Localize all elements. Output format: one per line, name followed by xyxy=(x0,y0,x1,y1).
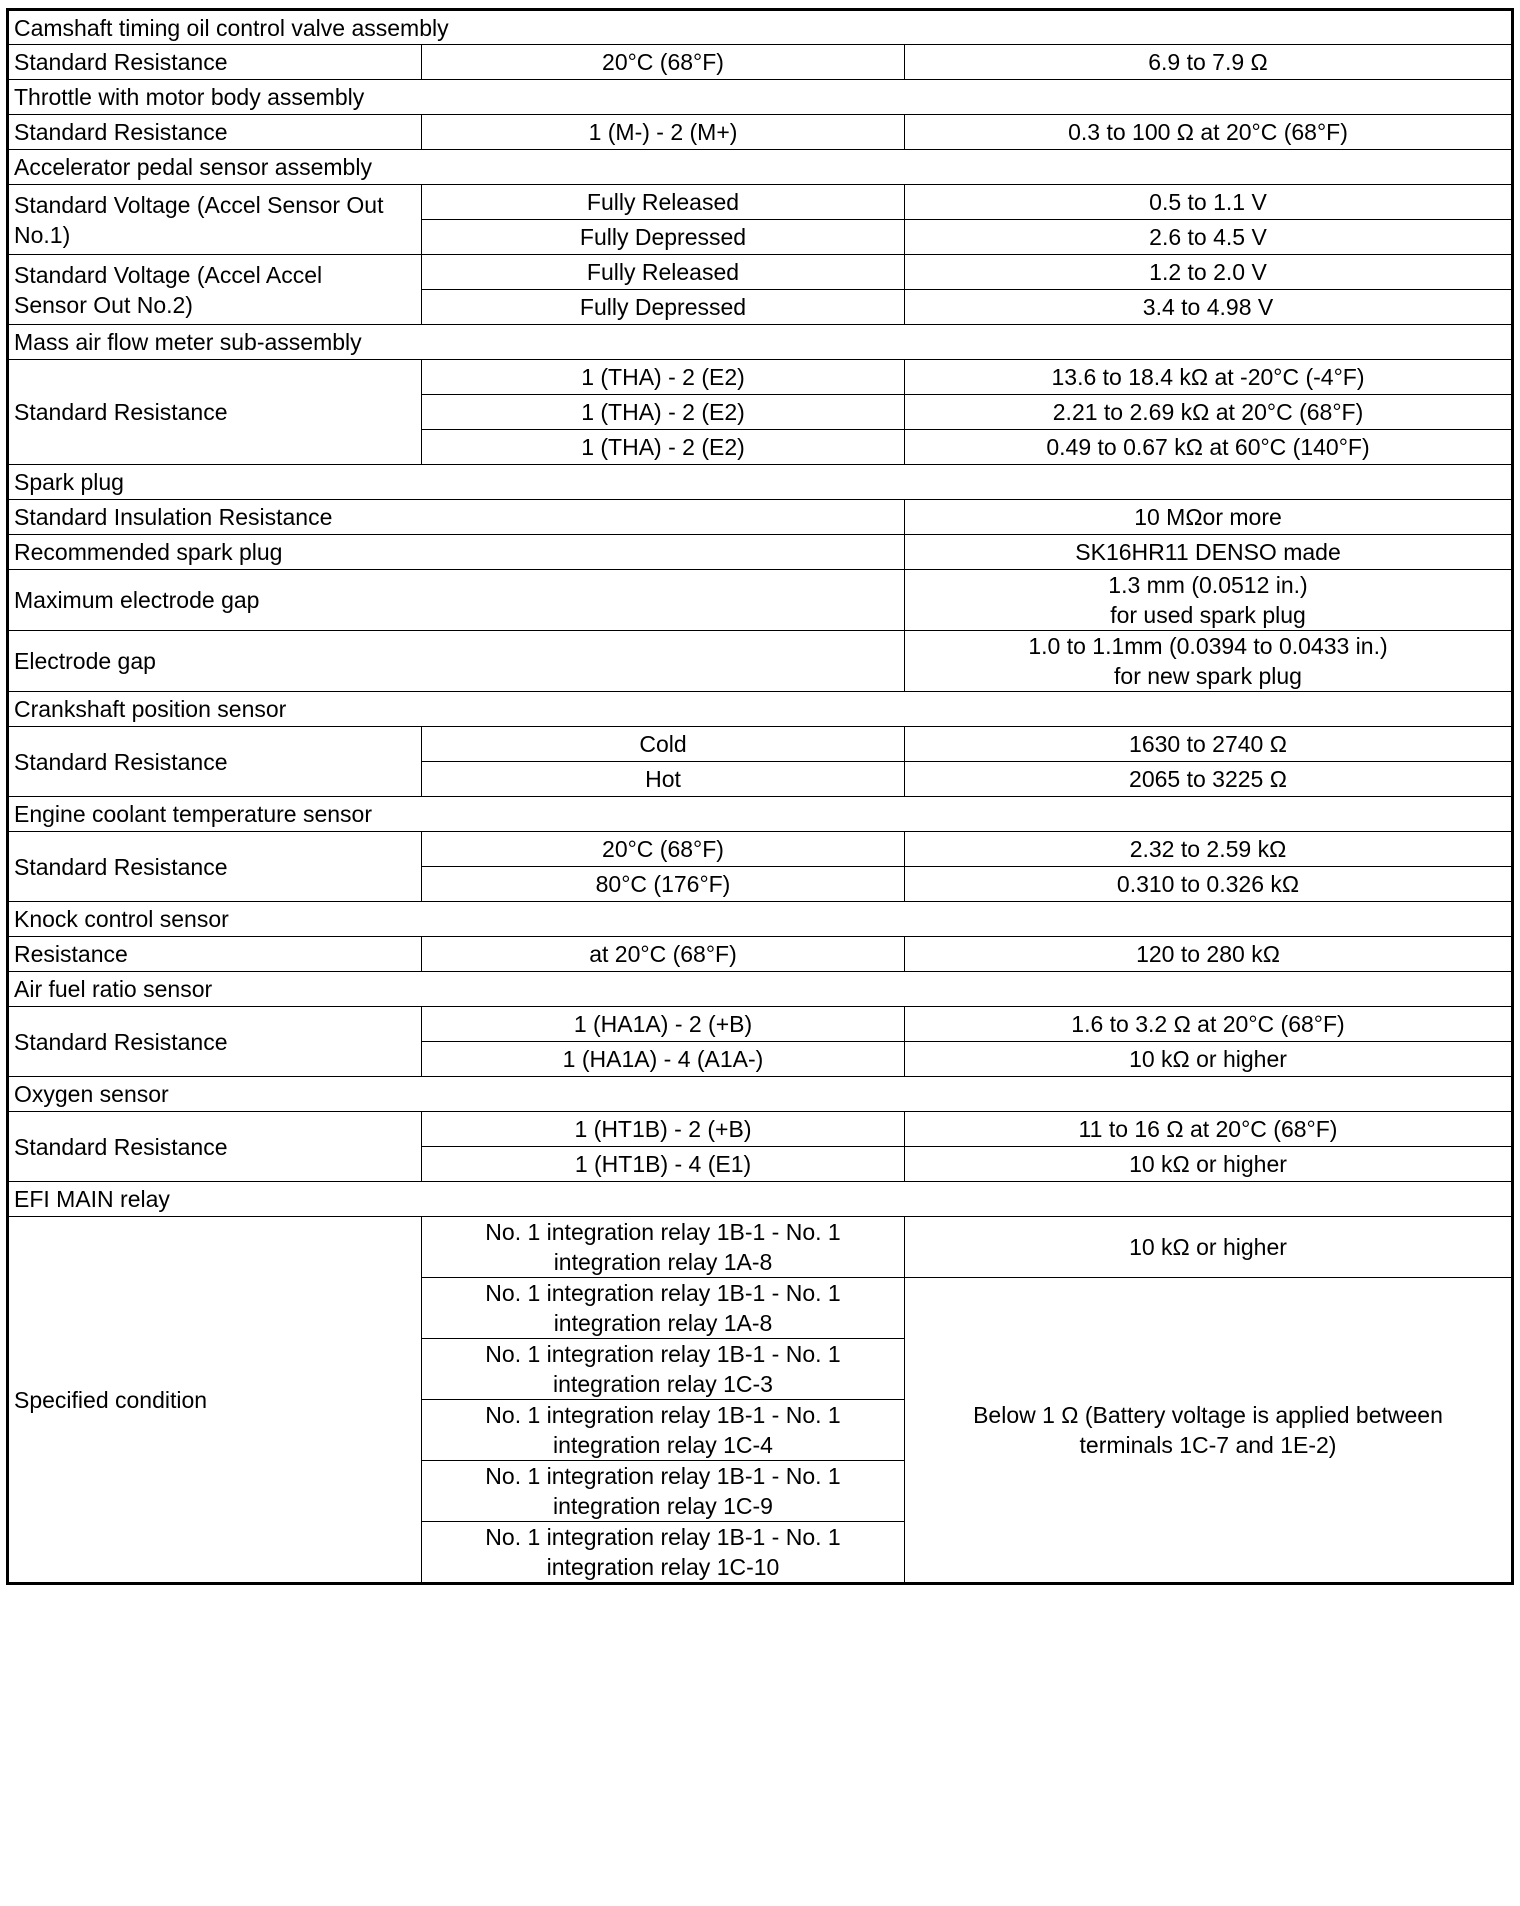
section-title: Air fuel ratio sensor xyxy=(8,972,1513,1007)
row-value: SK16HR11 DENSO made xyxy=(905,535,1513,570)
condition-line: No. 1 integration relay 1B-1 - No. 1 xyxy=(485,1280,841,1306)
section-header-row xyxy=(8,692,1513,727)
row-label: Electrode gap xyxy=(8,631,905,692)
section-title: Camshaft timing oil control valve assembly xyxy=(8,10,1513,45)
value-line: 1.3 mm (0.0512 in.) xyxy=(1108,572,1308,598)
table-row xyxy=(8,1217,1513,1278)
value-line: Below 1 Ω (Battery voltage is applied between xyxy=(973,1402,1443,1428)
condition-line: integration relay 1A-8 xyxy=(553,1310,773,1336)
row-value xyxy=(905,631,1513,692)
condition-line: No. 1 integration relay 1B-1 - No. 1 xyxy=(485,1402,841,1428)
row-condition: Cold xyxy=(422,727,905,762)
section-title: Engine coolant temperature sensor xyxy=(8,797,1513,832)
condition-line: integration relay 1C-9 xyxy=(553,1493,773,1519)
row-condition: 20°C (68°F) xyxy=(422,832,905,867)
row-label: Maximum electrode gap xyxy=(8,570,905,631)
row-condition xyxy=(422,1461,905,1522)
value-line: for new spark plug xyxy=(1114,663,1302,689)
section-title: EFI MAIN relay xyxy=(8,1182,1513,1217)
row-label: Specified condition xyxy=(8,1217,422,1584)
row-label: Standard Insulation Resistance xyxy=(8,500,905,535)
row-value: 10 kΩ or higher xyxy=(905,1147,1513,1182)
row-condition: 1 (HT1B) - 4 (E1) xyxy=(422,1147,905,1182)
table-row xyxy=(8,727,1513,762)
label-line: Sensor Out No.2) xyxy=(14,291,193,318)
row-value: 1.2 to 2.0 V xyxy=(905,255,1513,290)
row-value: 0.49 to 0.67 kΩ at 60°C (140°F) xyxy=(905,430,1513,465)
condition-line: No. 1 integration relay 1B-1 - No. 1 xyxy=(485,1524,841,1550)
row-condition: 1 (HT1B) - 2 (+B) xyxy=(422,1112,905,1147)
section-header-row xyxy=(8,902,1513,937)
row-value: 0.3 to 100 Ω at 20°C (68°F) xyxy=(905,115,1513,150)
table-row xyxy=(8,631,1513,692)
row-condition: Hot xyxy=(422,762,905,797)
section-header-row xyxy=(8,80,1513,115)
row-condition xyxy=(422,1278,905,1339)
table-row xyxy=(8,937,1513,972)
section-header-row xyxy=(8,972,1513,1007)
row-condition: Fully Depressed xyxy=(422,220,905,255)
condition-line: integration relay 1C-10 xyxy=(546,1554,780,1580)
row-value: 10 MΩor more xyxy=(905,500,1513,535)
row-condition xyxy=(422,1522,905,1584)
row-value xyxy=(905,570,1513,631)
row-value: 13.6 to 18.4 kΩ at -20°C (-4°F) xyxy=(905,360,1513,395)
row-condition: 1 (HA1A) - 2 (+B) xyxy=(422,1007,905,1042)
table-row xyxy=(8,255,1513,290)
row-value: 0.310 to 0.326 kΩ xyxy=(905,867,1513,902)
table-row xyxy=(8,1112,1513,1147)
section-title: Oxygen sensor xyxy=(8,1077,1513,1112)
specification-table xyxy=(6,8,1514,1585)
table-row xyxy=(8,1007,1513,1042)
row-condition: 1 (THA) - 2 (E2) xyxy=(422,360,905,395)
row-value: 10 kΩ or higher xyxy=(905,1217,1513,1278)
row-value: 6.9 to 7.9 Ω xyxy=(905,45,1513,80)
row-condition: at 20°C (68°F) xyxy=(422,937,905,972)
row-value: 2.21 to 2.69 kΩ at 20°C (68°F) xyxy=(905,395,1513,430)
row-value: 3.4 to 4.98 V xyxy=(905,290,1513,325)
section-header-row xyxy=(8,150,1513,185)
value-line: terminals 1C-7 and 1E-2) xyxy=(1079,1432,1337,1458)
row-value xyxy=(905,1278,1513,1584)
row-label: Standard Resistance xyxy=(8,832,422,902)
section-header-row xyxy=(8,10,1513,45)
section-title: Mass air flow meter sub-assembly xyxy=(8,325,1513,360)
section-header-row xyxy=(8,325,1513,360)
row-label: Standard Resistance xyxy=(8,727,422,797)
row-label: Recommended spark plug xyxy=(8,535,905,570)
row-label: Standard Resistance xyxy=(8,360,422,465)
table-row xyxy=(8,832,1513,867)
row-value: 2065 to 3225 Ω xyxy=(905,762,1513,797)
section-title: Knock control sensor xyxy=(8,902,1513,937)
table-row xyxy=(8,360,1513,395)
table-row xyxy=(8,45,1513,80)
section-title: Accelerator pedal sensor assembly xyxy=(8,150,1513,185)
row-label: Standard Resistance xyxy=(8,115,422,150)
row-label: Standard Resistance xyxy=(8,1112,422,1182)
row-value: 11 to 16 Ω at 20°C (68°F) xyxy=(905,1112,1513,1147)
section-header-row xyxy=(8,1182,1513,1217)
condition-line: integration relay 1C-3 xyxy=(553,1371,773,1397)
condition-line: integration relay 1A-8 xyxy=(553,1249,773,1275)
table-row xyxy=(8,535,1513,570)
row-condition: 1 (HA1A) - 4 (A1A-) xyxy=(422,1042,905,1077)
row-value: 120 to 280 kΩ xyxy=(905,937,1513,972)
row-label: Standard Resistance xyxy=(8,45,422,80)
row-label: Standard Resistance xyxy=(8,1007,422,1077)
table-row xyxy=(8,570,1513,631)
section-header-row xyxy=(8,465,1513,500)
value-line: for used spark plug xyxy=(1110,602,1306,628)
condition-line: No. 1 integration relay 1B-1 - No. 1 xyxy=(485,1463,841,1489)
row-value: 0.5 to 1.1 V xyxy=(905,185,1513,220)
row-value: 1630 to 2740 Ω xyxy=(905,727,1513,762)
condition-line: No. 1 integration relay 1B-1 - No. 1 xyxy=(485,1341,841,1367)
row-condition xyxy=(422,1339,905,1400)
row-value: 10 kΩ or higher xyxy=(905,1042,1513,1077)
row-condition: Fully Depressed xyxy=(422,290,905,325)
row-condition xyxy=(422,1217,905,1278)
row-condition: 1 (THA) - 2 (E2) xyxy=(422,395,905,430)
row-condition: Fully Released xyxy=(422,185,905,220)
section-header-row xyxy=(8,797,1513,832)
row-value: 2.6 to 4.5 V xyxy=(905,220,1513,255)
row-condition: 1 (M-) - 2 (M+) xyxy=(422,115,905,150)
row-condition: Fully Released xyxy=(422,255,905,290)
section-title: Spark plug xyxy=(8,465,1513,500)
row-condition xyxy=(422,1400,905,1461)
label-line: Standard Voltage (Accel Sensor Out xyxy=(14,191,384,218)
table-row xyxy=(8,185,1513,220)
row-condition: 1 (THA) - 2 (E2) xyxy=(422,430,905,465)
section-title: Crankshaft position sensor xyxy=(8,692,1513,727)
section-title: Throttle with motor body assembly xyxy=(8,80,1513,115)
row-value: 2.32 to 2.59 kΩ xyxy=(905,832,1513,867)
condition-line: integration relay 1C-4 xyxy=(553,1432,773,1458)
row-label: Resistance xyxy=(8,937,422,972)
table-row xyxy=(8,115,1513,150)
row-value: 1.6 to 3.2 Ω at 20°C (68°F) xyxy=(905,1007,1513,1042)
value-line: 1.0 to 1.1mm (0.0394 to 0.0433 in.) xyxy=(1028,633,1388,659)
label-line: Standard Voltage (Accel Accel xyxy=(14,261,323,288)
condition-line: No. 1 integration relay 1B-1 - No. 1 xyxy=(485,1219,841,1245)
section-header-row xyxy=(8,1077,1513,1112)
row-condition: 20°C (68°F) xyxy=(422,45,905,80)
table-row xyxy=(8,500,1513,535)
row-label xyxy=(8,255,422,325)
row-condition: 80°C (176°F) xyxy=(422,867,905,902)
label-line: No.1) xyxy=(14,221,71,248)
row-label xyxy=(8,185,422,255)
